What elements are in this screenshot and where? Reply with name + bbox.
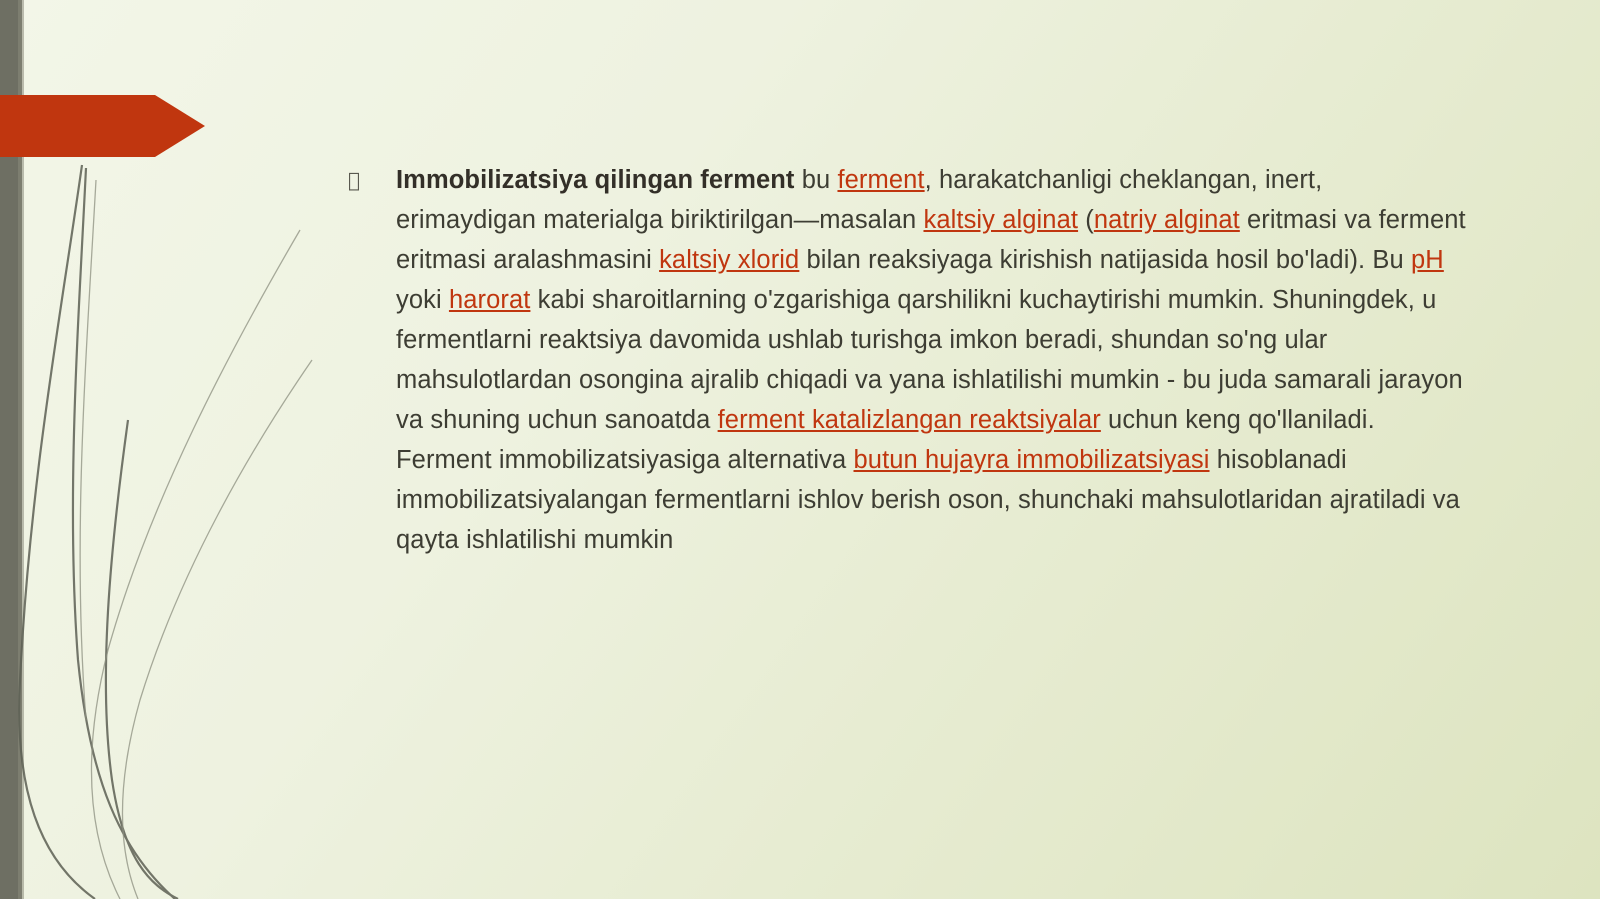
body-link[interactable]: natriy alginat	[1093, 206, 1240, 234]
red-arrow-banner-tip	[155, 95, 205, 157]
body-link[interactable]: harorat	[448, 286, 531, 314]
body-text: hisoblanadi immobilizatsiyalangan fermentlarni ishlov berish oson, shunchaki mahsulotlaridan ajratiladi va qayta ishlatilishi mumkin	[396, 446, 1460, 554]
body-text: kabi sharoitlarning o'zgarishiga qarshilikni kuchaytirishi mumkin. Shuningdek, u fermentlarni reaktsiya davomida ushlab turishga imkon beradi, shundan so'ng ular mahsulotlardan osongina ajralib chiqadi va yana ishlatilishi mumkin - bu juda samarali jarayon va shuning uchun sanoatda	[396, 286, 1463, 434]
body-text: eritmasi va ferment eritmasi aralashmasini	[396, 206, 1466, 274]
body-link[interactable]: ferment katalizlangan reaktsiyalar	[717, 406, 1101, 434]
body-text: uchun keng qo'llaniladi. Ferment immobilizatsiyasiga alternativa	[396, 406, 1375, 474]
bullet-marker-icon	[348, 160, 396, 200]
body-link[interactable]: kaltsiy alginat	[923, 206, 1079, 234]
body-strong-text: Immobilizatsiya qilingan ferment	[396, 166, 795, 194]
body-text: , harakatchanligi cheklangan, inert, erimaydigan materialga biriktirilgan—masalan	[396, 166, 1323, 234]
body-text: (	[1078, 206, 1094, 234]
bullet-row	[348, 160, 1468, 560]
red-arrow-banner-body	[0, 95, 155, 157]
body-link[interactable]: kaltsiy xlorid	[659, 246, 800, 274]
body-text: bu	[794, 166, 838, 194]
body-link[interactable]: ferment	[837, 166, 925, 194]
slide-text-block	[348, 160, 1468, 560]
body-paragraph	[396, 160, 1468, 560]
body-link[interactable]: pH	[1411, 246, 1444, 274]
body-text: bilan reaksiyaga kirishish natijasida hosil bo'ladi). Bu	[799, 246, 1411, 274]
red-arrow-banner	[0, 95, 205, 157]
body-link[interactable]: butun hujayra immobilizatsiyasi	[853, 446, 1210, 474]
body-text: yoki	[396, 286, 449, 314]
grass-decoration	[0, 120, 340, 899]
